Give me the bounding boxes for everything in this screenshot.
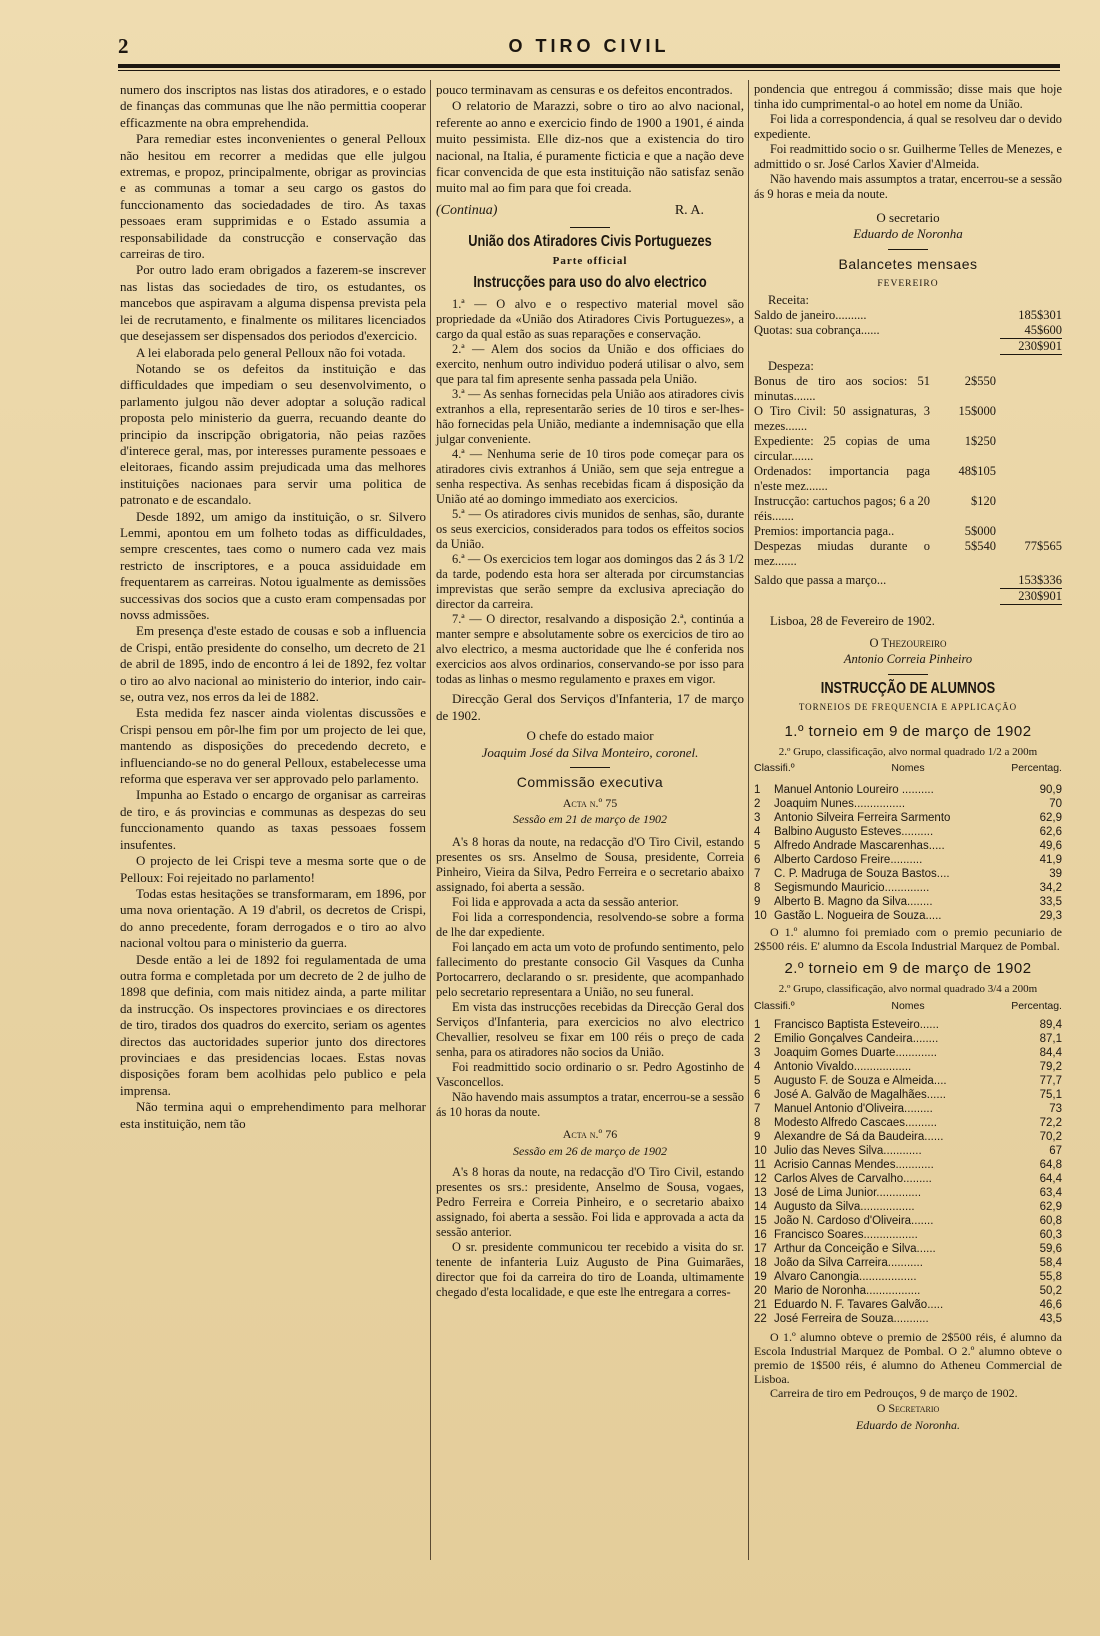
ledger-amount: $120 — [971, 493, 996, 508]
page-number: 2 — [118, 34, 129, 58]
row-percent: 63,4 — [1039, 1187, 1062, 1200]
row-rank: 15 — [754, 1215, 767, 1228]
paragraph: Foi lançado em acta um voto de profundo sentimento, pelo fallecimento do prestante consocio Gil Vasques da Cunha Portocarrero, declarando o sr. presidente, que acompanhado pelo secretario representara a União, no seu funeral. — [436, 940, 744, 1000]
row-percent: 64,8 — [1039, 1159, 1062, 1172]
row-rank: 1 — [754, 1019, 761, 1032]
section-title-instruccoes: Instrucções para uso do alvo electrico — [473, 274, 707, 292]
row-percent: 49,6 — [1039, 839, 1062, 852]
paragraph: pouco terminavam as censuras e os defeitos encontrados. — [436, 82, 733, 97]
continua-note: (Continua) — [436, 202, 498, 218]
header-nomes: Nomes — [891, 999, 925, 1012]
header-classif: Classifi.º — [754, 999, 795, 1012]
row-name: Balbino Augusto Esteves.......... — [774, 825, 934, 838]
paragraph: 5.ª — Os atiradores civis munidos de senhas, são, durante os seus exercicios, considerados para todos os effeitos socios da União. — [436, 507, 744, 552]
row-percent: 77,7 — [1039, 1075, 1062, 1088]
torneio-1-header — [754, 760, 1062, 776]
row-percent: 62,9 — [1039, 811, 1062, 824]
acta75-body — [436, 835, 744, 1120]
torneio-1-group: 2.º Grupo, classificação, alvo normal quadrado 1/2 a 200m — [778, 746, 1038, 759]
secretario-name: Eduardo de Noronha — [853, 226, 963, 242]
row-percent: 55,8 — [1039, 1271, 1062, 1284]
row-percent: 67 — [1049, 1145, 1062, 1158]
row-rank: 2 — [754, 797, 761, 810]
header-rule-thin — [118, 70, 1060, 71]
despeza-label: Despeza: — [768, 358, 814, 373]
paragraph: Em presença d'este estado de cousas e sob a influencia de Crispi, então presidente do conselho, um decreto de 21 de abril de 1895, indo de encontro á lei de 1892, fez voltar o tiro ao alvo nacional ao ministerio do interior, indo cair-se, outra vez, nos erros da lei de 1882. — [120, 623, 426, 705]
row-rank: 19 — [754, 1271, 767, 1284]
table-row — [754, 1242, 1062, 1256]
paragraph: Não havendo mais assumptos a tratar, encerrou-se a sessão ás 9 horas e meia da noute. — [754, 172, 1062, 201]
row-name: Alberto Cardoso Freire.......... — [774, 853, 923, 866]
table-row — [754, 1018, 1062, 1032]
column-2 — [436, 82, 744, 1300]
instruccao-alumnos-title: INSTRUCÇÃO DE ALUMNOS — [820, 679, 996, 697]
row-rank: 6 — [754, 1089, 761, 1102]
table-row — [754, 1144, 1062, 1158]
paragraph: 7.ª — O director, resalvando a disposição 2.ª, continúa a manter sempre e absolutamente sobre os exercicios de tiro ao alvo electrico, a mesma auctoridade que lhe é conferida nos exercicios aos alvos ordinarios, conservando-se por isso para todas as linhas o mesmo regulamento e praxes em vigor. — [436, 612, 744, 687]
receita-total: 230$901 — [1000, 339, 1062, 355]
ledger-label: Saldo de janeiro.......... — [754, 307, 867, 322]
row-name: Joaquim Gomes Duarte............. — [774, 1047, 937, 1060]
header-rule-thick — [118, 64, 1060, 68]
row-rank: 16 — [754, 1229, 767, 1242]
row-percent: 60,8 — [1039, 1215, 1062, 1228]
row-percent: 75,1 — [1039, 1089, 1062, 1102]
paragraph: A lei elaborada pelo general Pelloux não foi votada. — [136, 344, 406, 360]
table-row — [754, 1088, 1062, 1102]
table-row — [754, 1256, 1062, 1270]
table-row — [754, 1186, 1062, 1200]
table-row — [754, 1228, 1062, 1242]
row-name: José A. Galvão de Magalhães...... — [774, 1089, 946, 1102]
masthead-title: O TIRO CIVIL — [508, 36, 670, 56]
row-rank: 2 — [754, 1033, 761, 1046]
row-percent: 89,4 — [1039, 1019, 1062, 1032]
table-row — [754, 1158, 1062, 1172]
row-name: Antonio Silveira Ferreira Sarmento — [774, 811, 951, 824]
row-name: José Ferreira de Souza........... — [774, 1313, 929, 1326]
row-name: Alexandre de Sá da Baudeira...... — [774, 1131, 944, 1144]
table-row — [754, 811, 1062, 825]
row-name: Francisco Soares................. — [774, 1229, 918, 1242]
ledger-label: Bonus de tiro aos socios: 51 minutas....... — [754, 373, 930, 403]
row-percent: 84,4 — [1039, 1047, 1062, 1060]
acta76-body — [436, 1165, 744, 1300]
row-name: Mario de Noronha................. — [774, 1285, 921, 1298]
paragraph: pondencia que entregou á commissão; disse mais que hoje tinha ido cumprimental-o ao hotel em nome da União. — [754, 82, 1062, 111]
row-rank: 22 — [754, 1313, 767, 1326]
ledger-amount: 45$600 — [1000, 323, 1062, 339]
thesoureiro-title: O Thezoureiro — [869, 636, 947, 651]
table-row — [754, 1032, 1062, 1046]
row-name: Manuel Antonio Loureiro .......... — [774, 783, 934, 796]
row-percent: 58,4 — [1039, 1257, 1062, 1270]
row-percent: 64,4 — [1039, 1173, 1062, 1186]
row-percent: 50,2 — [1039, 1285, 1062, 1298]
column-divider-2 — [748, 80, 749, 1560]
torneio-2-header — [754, 998, 1062, 1014]
row-rank: 17 — [754, 1243, 767, 1256]
instruccoes-list — [436, 297, 744, 687]
row-percent: 29,3 — [1039, 909, 1062, 922]
paragraph: Notando se os defeitos da instituição e das difficuldades que impediam o seu desenvolvimento, o parlamento julgou não dever adoptar a solução radical proposta pelo ministerio da guerra, recuando deante do principio da inscripção obrigatoria, não peias razões d'interece geral, mas, por interesses puramente pessoaes e eleitoraes, ficando assim prejudicada uma das melhores instituições nacionaes para servir uma politica de patronato e de escandalo. — [120, 360, 426, 508]
paragraph: Não termina aqui o emprehendimento para melhorar esta instituição, nem tão — [120, 1099, 426, 1131]
row-percent: 70,2 — [1039, 1131, 1062, 1144]
separator — [888, 674, 928, 675]
row-name: Alberto B. Magno da Silva........ — [774, 895, 933, 908]
balancetes-title: Balancetes mensaes — [838, 255, 978, 272]
column-1 — [120, 82, 426, 1132]
paragraph: Para remediar estes inconvenientes o general Pelloux não hesitou em recorrer a medidas que elle julgou extremas, e propoz, principalmente, obrigar as provincias e as communas a tomar a seu cargo os gastos do funccionamento das sociedadades de tiro. As taxas pessoaes eram supprimidas e o Estado assumia a responsabilidade da construcção e conservação das carreiras de tiro. — [120, 131, 426, 262]
ledger-label: Quotas: sua cobrança...... — [754, 322, 880, 337]
torneio-2-group: 2.º Grupo, classificação, alvo normal quadrado 3/4 a 200m — [778, 983, 1038, 996]
separator — [570, 227, 610, 228]
row-percent: 79,2 — [1039, 1061, 1062, 1074]
row-rank: 1 — [754, 783, 761, 796]
row-name: Francisco Baptista Esteveiro...... — [774, 1019, 939, 1032]
row-name: Carlos Alves de Carvalho......... — [774, 1173, 932, 1186]
row-name: Emilio Gonçalves Candeira........ — [774, 1033, 939, 1046]
table-row — [754, 1060, 1062, 1074]
row-rank: 13 — [754, 1187, 767, 1200]
row-rank: 4 — [754, 1061, 761, 1074]
table-row — [754, 1116, 1062, 1130]
table-row — [754, 909, 1062, 923]
column-divider-1 — [430, 80, 431, 1560]
ledger-label: Instrucção: cartuchos pagos; 6 a 20 réis....... — [754, 493, 930, 523]
paragraph: numero dos inscriptos nas listas dos atiradores, e o estado de finanças das communas que lhe não permittia cooperar efficazmente na obra emprehendida. — [120, 82, 426, 130]
saldo-label: Saldo que passa a março... — [754, 572, 887, 587]
paragraph: Por outro lado eram obrigados a fazerem-se inscrever nas listas das sociedades de tiro, os estudantes, os mancebos que aspiravam a alguma dispensa prevista pela lei de recrutamento, e finalmente os militares licenciados que desejassem ser dispensados dos periodos d'exercicio. — [120, 262, 426, 344]
paragraph: Foi readmittido socio o sr. Guilherme Telles de Menezes, e admittido o sr. José Carlos Xavier d'Almeida. — [754, 142, 1062, 171]
row-name: Augusto da Silva................. — [774, 1201, 915, 1214]
paragraph: Todas estas hesitações se transformaram, em 1896, por uma nova orientação. A 19 d'abril, os decretos de Crispi, do anno precedente, foram derrogados e o tiro ao alvo nacional voltou para o ministerio da guerra. — [120, 885, 426, 951]
row-rank: 18 — [754, 1257, 767, 1270]
torneio-2-table — [754, 1018, 1062, 1326]
chefe-name: Joaquim José da Silva Monteiro, coronel. — [481, 744, 699, 760]
saldo-amount: 153$336 — [1000, 573, 1062, 589]
paragraph: O projecto de lei Crispi teve a mesma sorte que o de Pelloux: Foi rejeitado no parlamento! — [120, 853, 426, 885]
row-percent: 90,9 — [1039, 783, 1062, 796]
row-rank: 10 — [754, 909, 767, 922]
row-percent: 87,1 — [1039, 1033, 1062, 1046]
ledger-label: Despezas miudas durante o mez....... — [754, 538, 930, 568]
row-percent: 62,6 — [1039, 825, 1062, 838]
row-rank: 12 — [754, 1173, 767, 1186]
row-percent: 33,5 — [1039, 895, 1062, 908]
table-row — [754, 839, 1062, 853]
table-row — [754, 867, 1062, 881]
table-row — [754, 895, 1062, 909]
ledger-amount: 48$105 — [958, 463, 996, 478]
paragraph: Foi lida e approvada a acta da sessão anterior. — [452, 895, 679, 910]
parte-official-label: Parte official — [552, 254, 628, 267]
row-name: José de Lima Junior.............. — [774, 1187, 922, 1200]
row-name: Manuel Antonio d'Oliveira......... — [774, 1103, 933, 1116]
paragraph: Foi lida a correspondencia, á qual se resolveu dar o devido expediente. — [754, 112, 1062, 141]
row-rank: 7 — [754, 867, 761, 880]
secretario-title: O secretario — [876, 210, 940, 225]
row-rank: 7 — [754, 1103, 761, 1116]
paragraph: 1.ª — O alvo e o respectivo material movel são propriedade da «União dos Atiradores Civis Portuguezes», a cargo da qual estão as suas reparações e conservação. — [436, 297, 744, 342]
torneios-subtitle: TORNEIOS DE FREQUENCIA E APPLICAÇÃO — [798, 702, 1018, 713]
table-row — [754, 1172, 1062, 1186]
row-percent: 46,6 — [1039, 1299, 1062, 1312]
direccao-line: Direcção Geral dos Serviços d'Infanteria, 17 de março de 1902. — [436, 691, 744, 723]
header-classif: Classifi.º — [754, 762, 795, 775]
ledger-label: Ordenados: importancia paga n'este mez....... — [754, 463, 930, 493]
paragraph: Desde então a lei de 1892 foi regulamentada de uma outra forma e completada por um decreto de 2 de julho de 1898 que definia, com mais nitidez ainda, a parte militar da instrucção. Os inspectores provinciaes e os directores de tiro, tirados dos quadros do exercito, seriam os agentes directos das auctoridades superior junto dos directores provinciaes e das presidencias locaes. Estas novas disposições foram bem acolhidas pelo publico e pela imprensa. — [120, 951, 426, 1098]
row-percent: 70 — [1049, 797, 1062, 810]
row-rank: 4 — [754, 825, 761, 838]
ledger-amount: 185$301 — [1018, 307, 1062, 322]
row-rank: 8 — [754, 881, 761, 894]
torneio-1-title: 1.º torneio em 9 de março de 1902 — [784, 722, 1032, 740]
thesoureiro-name: Antonio Correia Pinheiro — [843, 652, 973, 667]
header-nomes: Nomes — [891, 762, 925, 775]
balancete-table — [754, 293, 1062, 605]
ledger-amount: 5$000 — [964, 523, 996, 538]
row-name: Acrisio Cannas Mendes............ — [774, 1159, 934, 1172]
paragraph: 3.ª — As senhas fornecidas pela União aos atiradores civis extranhos a ella, representarão series de 10 tiros e ser-lhes-hão fornecidas pela União, mediante a indemnisação que ella julgar conveniente. — [436, 387, 744, 447]
row-rank: 20 — [754, 1285, 767, 1298]
row-rank: 10 — [754, 1145, 767, 1158]
row-percent: 62,9 — [1039, 1201, 1062, 1214]
table-row — [754, 1284, 1062, 1298]
paragraph: O sr. presidente communicou ter recebido a visita do sr. tenente de infanteria Luiz Augusto de Pina Guimarães, director que foi da carreira do tiro de Loanda, ultimamente chegado d'esta localidade, e que este lhe entregara a corres- — [436, 1240, 744, 1300]
acta75-title: Acta n.º 75 — [562, 795, 618, 810]
row-rank: 3 — [754, 1047, 761, 1060]
row-name: Antonio Vivaldo.................. — [774, 1061, 912, 1074]
row-percent: 73 — [1049, 1103, 1062, 1116]
row-name: Joaquim Nunes................ — [774, 797, 906, 810]
carreira-line: Carreira de tiro em Pedrouços, 9 de março de 1902. — [770, 1386, 1018, 1401]
table-row — [754, 1312, 1062, 1326]
acta76-date: Sessão em 26 de março de 1902 — [513, 1143, 667, 1158]
table-row — [754, 783, 1062, 797]
section-title-uniao: União dos Atiradores Civis Portuguezes — [468, 233, 712, 251]
row-name: Alfredo Andrade Mascarenhas..... — [774, 839, 945, 852]
row-name: Alvaro Canongia.................. — [774, 1271, 917, 1284]
receita-label: Receita: — [768, 292, 809, 307]
separator — [570, 767, 610, 768]
header-percent: Percentag. — [1011, 762, 1062, 775]
paragraph: 2.ª — Alem dos socios da União e dos officiaes do exercito, nenhum outro individuo poderá utilisar o alvo, sem que para tal fim apresente senha passada pela União. — [436, 342, 744, 387]
commissao-title: Commissão executiva — [516, 774, 664, 791]
header-percent: Percentag. — [1011, 999, 1062, 1012]
table-row — [754, 1074, 1062, 1088]
ledger-amount: 5$540 — [964, 538, 996, 553]
paragraph: A's 8 horas da noute, na redacção d'O Tiro Civil, estando presentes os srs. Anselmo de Sousa, presidente, Correia Pinheiro, Vieira da Silva, Pedro Ferreira e o secretario abaixo assignado, foi aberta a sessão. — [436, 835, 744, 895]
ledger-amount: 2$550 — [964, 373, 996, 388]
page-header — [118, 30, 1060, 58]
table-row — [754, 797, 1062, 811]
row-name: Eduardo N. F. Tavares Galvão..... — [774, 1299, 944, 1312]
despeza-total: 77$565 — [1024, 538, 1062, 553]
paragraph: Foi readmittido socio ordinario o sr. Pedro Agostinho de Vasconcellos. — [436, 1060, 744, 1090]
table-row — [754, 1046, 1062, 1060]
table-row — [754, 1270, 1062, 1284]
row-rank: 11 — [754, 1159, 766, 1172]
row-name: Segismundo Mauricio.............. — [774, 881, 930, 894]
ledger-label: O Tiro Civil: 50 assignaturas, 3 mezes....... — [754, 403, 930, 433]
separator — [888, 249, 928, 250]
row-name: Gastão L. Nogueira de Souza..... — [774, 909, 942, 922]
row-percent: 60,3 — [1039, 1229, 1062, 1242]
table-row — [754, 1130, 1062, 1144]
row-name: Julio das Neves Silva............ — [774, 1145, 922, 1158]
balance-total: 230$901 — [1000, 589, 1062, 605]
chefe-title: O chefe do estado maior — [526, 728, 654, 744]
row-name: João da Silva Carreira........... — [774, 1257, 923, 1270]
table-row — [754, 1200, 1062, 1214]
table-row — [754, 1214, 1062, 1228]
row-rank: 9 — [754, 1131, 761, 1144]
secretario2-name: Eduardo de Noronha. — [855, 1417, 961, 1432]
row-rank: 21 — [754, 1299, 767, 1312]
row-rank: 6 — [754, 853, 761, 866]
row-percent: 59,6 — [1039, 1243, 1062, 1256]
secretario2-title: O Secretario — [876, 1401, 940, 1416]
row-rank: 8 — [754, 1117, 761, 1130]
row-rank: 9 — [754, 895, 761, 908]
table-row — [754, 1102, 1062, 1116]
paragraph: Foi lida a correspondencia, resolvendo-se sobre a forma de lhe dar expediente. — [436, 910, 744, 940]
paragraph: A's 8 horas da noute, na redacção d'O Tiro Civil, estando presentes os srs.: presidente, Anselmo de Sousa, vogaes, Pedro Ferreira e Correia Pinheiro, e o secretario abaixo assignado, foi aberta a sessão. Foi lida e approvada a acta da sessão anterior. — [436, 1165, 744, 1240]
ledger-amount: 15$000 — [958, 403, 996, 418]
article-signature: R. A. — [674, 202, 704, 218]
table-row — [754, 825, 1062, 839]
ledger-label: Expediente: 25 copias de uma circular....... — [754, 433, 930, 463]
paragraph: 6.ª — Os exercicios tem logar aos domingos das 2 ás 3 1/2 da tarde, podendo esta hora ser alterada por circumstancias imprevistas que serão sempre da exclusiva apreciação do director da carreira. — [436, 552, 744, 612]
row-name: C. P. Madruga de Souza Bastos.... — [774, 867, 950, 880]
ledger-label: Premios: importancia paga.. — [754, 523, 895, 538]
balancete-date: Lisboa, 28 de Fevereiro de 1902. — [770, 613, 935, 628]
paragraph: Em vista das instrucções recebidas da Direcção Geral dos Serviços d'Infanteria, para exercicios no alvo electrico Chevallier, resolveu se fixar em 100 réis o preço de cada senha, para os atiradores não socios da União. — [436, 1000, 744, 1060]
table-row — [754, 1298, 1062, 1312]
row-name: Augusto F. de Souza e Almeida.... — [774, 1075, 947, 1088]
table-row — [754, 853, 1062, 867]
balancete-month: FEVEREIRO — [877, 279, 939, 290]
acta75-date: Sessão em 21 de março de 1902 — [513, 811, 667, 826]
acta76-continued — [754, 82, 1062, 202]
paragraph: Desde 1892, um amigo da instituição, o sr. Silvero Lemmi, apontou em um folheto todas as difficuldades, sempre crescentes, taes como o numero cada vez mais restricto de inscriptores, e a pouca assiduidade em frequentarem as carreiras. Notou igualmente as demissões successivas dos socios que a custo eram compensadas por novss admissões. — [120, 508, 426, 622]
row-name: João N. Cardoso d'Oliveira....... — [774, 1215, 934, 1228]
table-row — [754, 881, 1062, 895]
row-percent: 41,9 — [1039, 853, 1062, 866]
row-rank: 5 — [754, 1075, 761, 1088]
row-percent: 43,5 — [1039, 1313, 1062, 1326]
ledger-amount: 1$250 — [964, 433, 996, 448]
torneio-1-table — [754, 783, 1062, 923]
row-rank: 5 — [754, 839, 761, 852]
row-name: Arthur da Conceição e Silva...... — [774, 1243, 936, 1256]
acta76-title: Acta n.º 76 — [562, 1127, 618, 1142]
paragraph: Impunha ao Estado o encargo de organisar as carreiras de tiro, e ás provincias e communas as despezas do seu funccionamento quando as taxas pessoaes fossem insufentes. — [120, 787, 426, 852]
torneio-2-note: O 1.º alumno obteve o premio de 2$500 réis, é alumno da Escola Industrial Marquez de Pombal. O 2.º alumno obteve o premio de 1$500 réis, é alumno do Atheneu Commercial de Lisboa. — [754, 1330, 1062, 1387]
article-end — [436, 82, 744, 197]
column-3 — [754, 82, 1062, 1433]
row-percent: 72,2 — [1039, 1117, 1062, 1130]
paragraph: O relatorio de Marazzi, sobre o tiro ao alvo nacional, referente ao anno e exercicio findo de 1900 a 1901, é ainda muito pessimista. Elle diz-nos que a existencia do tiro nacional, na Italia, é puramente ficticia e que a nação deve ficar convencida de que esta instituição não satisfaz senão muito mal ao fim para que foi creada. — [436, 98, 744, 196]
paragraph: Esta medida fez nascer ainda violentas discussões e Crispi pensou em pôr-lhe fim por um projecto de lei que, mantendo as disposições do precedendo decreto, e influenciando-se no do general Pelloux, estabelecesse uma reforma que esperava ver ser approvado pelo parlamento. — [120, 705, 426, 787]
row-percent: 34,2 — [1039, 881, 1062, 894]
torneio-1-note: O 1.º alumno foi premiado com o premio pecuniario de 2$500 réis. E' alumno da Escola Industrial Marquez de Pombal. — [754, 924, 1062, 953]
row-percent: 39 — [1049, 867, 1062, 880]
column-1-article — [120, 82, 426, 1132]
row-rank: 14 — [754, 1201, 767, 1214]
paragraph: Não havendo mais assumptos a tratar, encerrou-se a sessão ás 10 horas da noute. — [436, 1090, 744, 1120]
row-name: Modesto Alfredo Cascaes.......... — [774, 1117, 937, 1130]
torneio-2-title: 2.º torneio em 9 de março de 1902 — [784, 959, 1032, 977]
row-rank: 3 — [754, 811, 761, 824]
paragraph: 4.ª — Nenhuma serie de 10 tiros pode começar para os atiradores civis extranhos á União, sem que seja entregue a senha respectiva. As senhas recebidas ficam á disposição da União até ao domingo immediato aos exercicios. — [436, 447, 744, 507]
